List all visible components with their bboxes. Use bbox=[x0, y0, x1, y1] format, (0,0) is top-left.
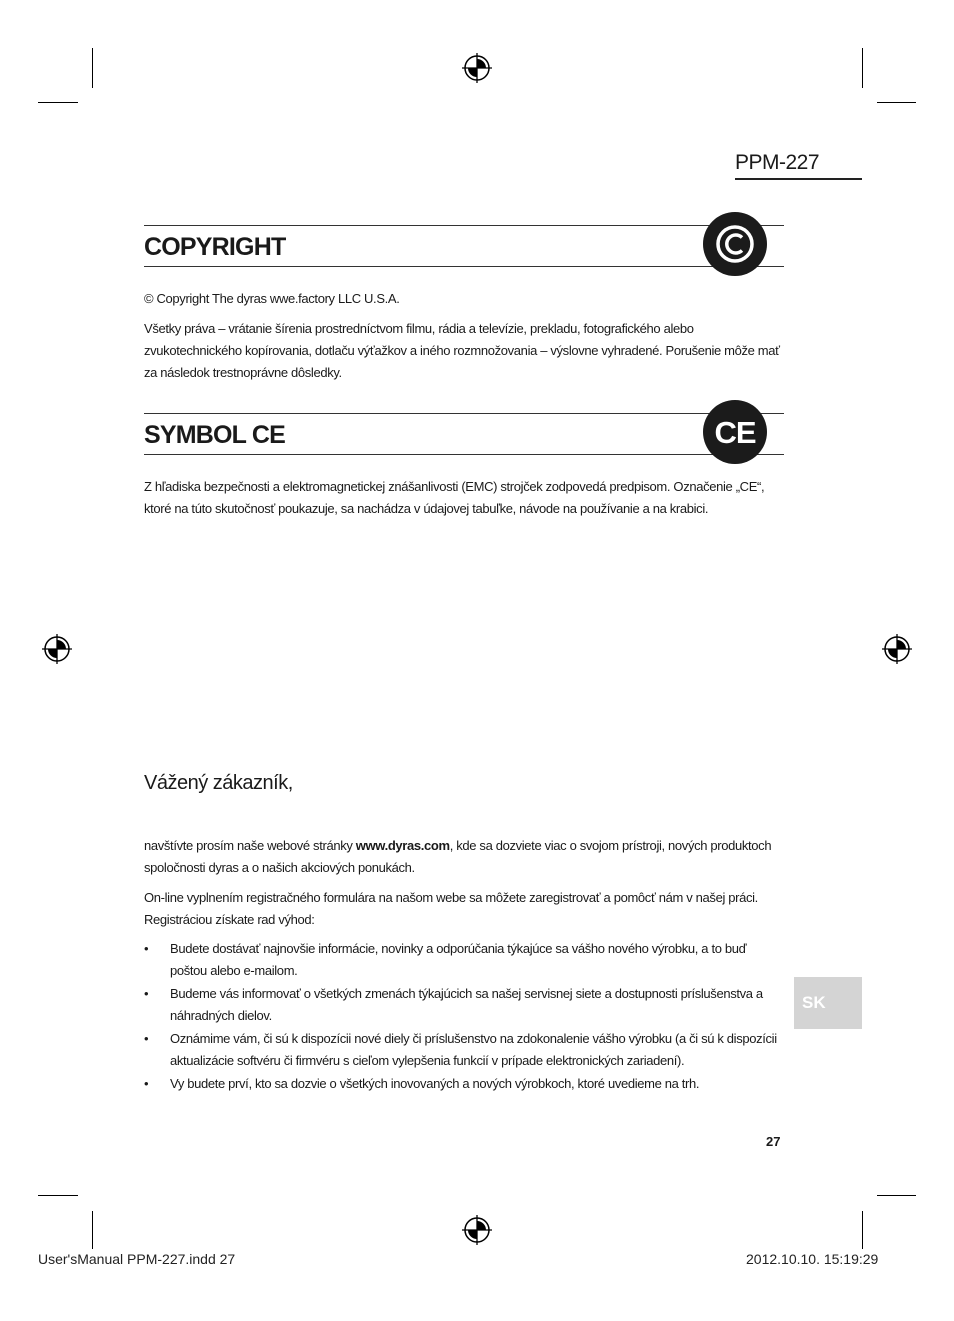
list-item bbox=[144, 938, 784, 982]
language-tab-label: SK bbox=[802, 993, 826, 1012]
ce-section-header bbox=[144, 413, 784, 455]
ce-mark-icon bbox=[703, 400, 767, 464]
language-tab bbox=[794, 977, 862, 1029]
bullet-icon: • bbox=[144, 986, 149, 1001]
website-text-before: navštívte prosím naše webové stránky bbox=[144, 838, 356, 853]
list-item bbox=[144, 1073, 784, 1095]
list-item bbox=[144, 983, 784, 1027]
crop-mark bbox=[92, 1211, 93, 1249]
page-number: 27 bbox=[766, 1134, 781, 1149]
bullet-icon: • bbox=[144, 1076, 149, 1091]
registration-mark-icon bbox=[880, 632, 914, 666]
copyright-line: © Copyright The dyras wwe.factory LLC U.S.A. bbox=[144, 291, 400, 306]
crop-mark bbox=[38, 1195, 78, 1196]
benefits-list bbox=[144, 938, 784, 1096]
registration-mark-icon bbox=[40, 632, 74, 666]
website-link[interactable]: www.dyras.com bbox=[355, 838, 450, 853]
crop-mark bbox=[862, 48, 863, 88]
list-item-text: Budete dostávať najnovšie informácie, novinky a odporúčania týkajúce sa vášho nového výrobku, a to buď poštou alebo e-mailom. bbox=[170, 941, 747, 978]
list-item-text: Vy budete prví, kto sa dozvie o všetkých inovovaných a nových výrobkoch, ktoré uvedieme na trh. bbox=[170, 1076, 700, 1091]
bullet-icon: • bbox=[144, 941, 149, 956]
crop-mark bbox=[92, 48, 93, 88]
copyright-body: Všetky práva – vrátanie šírenia prostredníctvom filmu, rádia a televízie, prekladu, fotografického alebo zvukotechnického kopírovania, dotlaču výťažkov a iného rozmnožovania – výslovne vyhradené. Porušenie môže mať za následok trestnoprávne dôsledky. bbox=[144, 321, 780, 380]
copyright-icon bbox=[703, 212, 767, 276]
section-title: COPYRIGHT bbox=[144, 233, 286, 261]
bullet-icon: • bbox=[144, 1031, 149, 1046]
file-slug: User'sManual PPM-227.indd 27 bbox=[38, 1251, 236, 1267]
crop-mark bbox=[877, 102, 916, 103]
list-item-text: Budeme vás informovať o všetkých zmenách týkajúcich sa našej servisnej siete a dostupnosti príslušenstva a náhradných dielov. bbox=[170, 986, 763, 1023]
greeting: Vážený zákazník, bbox=[144, 772, 293, 794]
datetime-slug: 2012.10.10. 15:19:29 bbox=[746, 1251, 879, 1267]
registration-paragraph: On-line vyplnením registračného formulára na našom webe sa môžete zaregistrovať a pomôcť nám v našej práci. Registráciou získate rad výhod: bbox=[144, 890, 758, 927]
list-item-text: Oznámime vám, či sú k dispozícii nové diely či príslušenstvo na zdokonalenie vášho výrobku (a či sú k dispozícii aktualizácie softvéru či firmvéru s cieľom vylepšenia funkcií v prípade elektronických zariadení). bbox=[170, 1031, 777, 1068]
section-title: SYMBOL CE bbox=[144, 421, 285, 449]
crop-mark bbox=[877, 1195, 916, 1196]
website-paragraph bbox=[144, 835, 784, 879]
copyright-symbol-icon bbox=[703, 212, 767, 276]
ce-mark-text: CE bbox=[714, 415, 756, 450]
registration-mark-icon bbox=[460, 1213, 494, 1247]
list-item bbox=[144, 1028, 784, 1072]
ce-body: Z hľadiska bezpečnosti a elektromagnetickej znášanlivosti (EMC) strojček zodpovedá predpisom. Označenie „CE“, ktoré na túto skutočnosť poukazuje, sa nachádza v údajovej tabuľke, návode na používanie a na krabici. bbox=[144, 479, 765, 516]
registration-mark-icon bbox=[460, 51, 494, 85]
crop-mark bbox=[38, 102, 78, 103]
copyright-section-header bbox=[144, 225, 784, 267]
website-text-after: , kde sa dozviete viac o svojom prístroji, nových produktoch spoločnosti dyras a o našich akciových ponukách. bbox=[144, 838, 772, 875]
crop-mark bbox=[862, 1211, 863, 1249]
model-number: PPM-227 bbox=[735, 150, 862, 180]
